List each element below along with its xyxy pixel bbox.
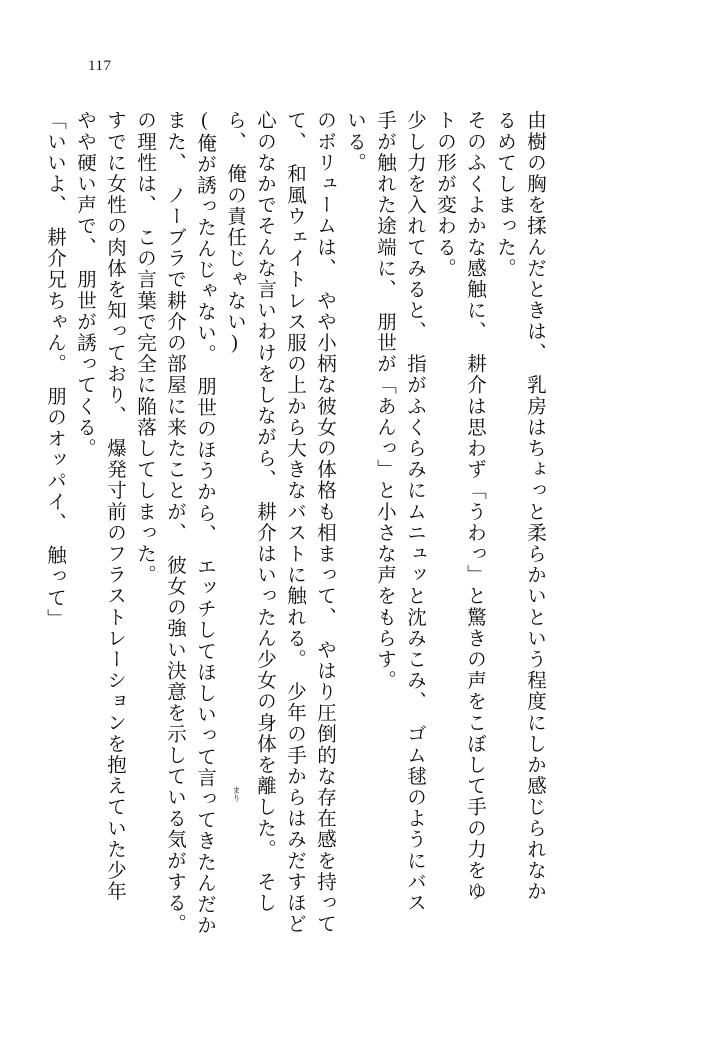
text-line: 「いいよ、 耕介兄ちゃん。 朋のオッパイ、 触って」	[44, 110, 65, 630]
text-line: すでに女性の肉体を知っており、 爆発寸前のフラストレーションを抱えていた少年	[104, 110, 125, 903]
text-line: の理性は、 この言葉で完全に陥落してしまった。	[134, 110, 155, 586]
text-line: 少し力を入れてみると、 指がふくらみにムニュッと沈みこみ、 ゴム毬のようにバス	[404, 110, 425, 914]
text-line: のボリュームは、 やや小柄な彼女の体格も相まって、 やはり圧倒的な存在感を持って	[314, 110, 335, 935]
text-line: て、 和風ウェイトレス服の上から大きなバストに触れる。 少年の手からはみだすほど	[284, 110, 305, 935]
text-line: 手が触れた途端に、 朋世が「あんっ」と小さな声をもらす。	[374, 110, 395, 692]
text-line: 心のなかでそんな言いわけをしながら、 耕介はいったん少女の身体を離した。 そし	[254, 110, 275, 914]
text-line: (俺が誘ったんじゃない。 朋世のほうから、 エッチしてほしいって言ってきたんだか	[194, 110, 215, 936]
page-number: 117	[88, 58, 112, 74]
ruby-reading: まり	[232, 786, 241, 802]
text-line: トの形が変わる。	[434, 110, 455, 279]
text-line: ら、 俺の責任じゃない)	[224, 110, 245, 355]
text-line: いる。	[344, 110, 365, 174]
vertical-text-block	[34, 110, 644, 970]
text-line: やや硬い声で、 朋世が誘ってくる。	[74, 110, 95, 459]
text-line: また、 ノーブラで耕介の部屋に来たことが、 彼女の強い決意を示している気がする。	[164, 110, 185, 935]
text-line: るめてしまった。	[494, 110, 515, 279]
text-line: そのふくよかな感触に、 耕介は思わず「うわっ」と驚きの声をこぼして手の力をゆ	[464, 110, 485, 903]
text-line: 由樹の胸を揉んだときは、 乳房はちょっと柔らかいという程度にしか感じられなか	[524, 110, 545, 903]
